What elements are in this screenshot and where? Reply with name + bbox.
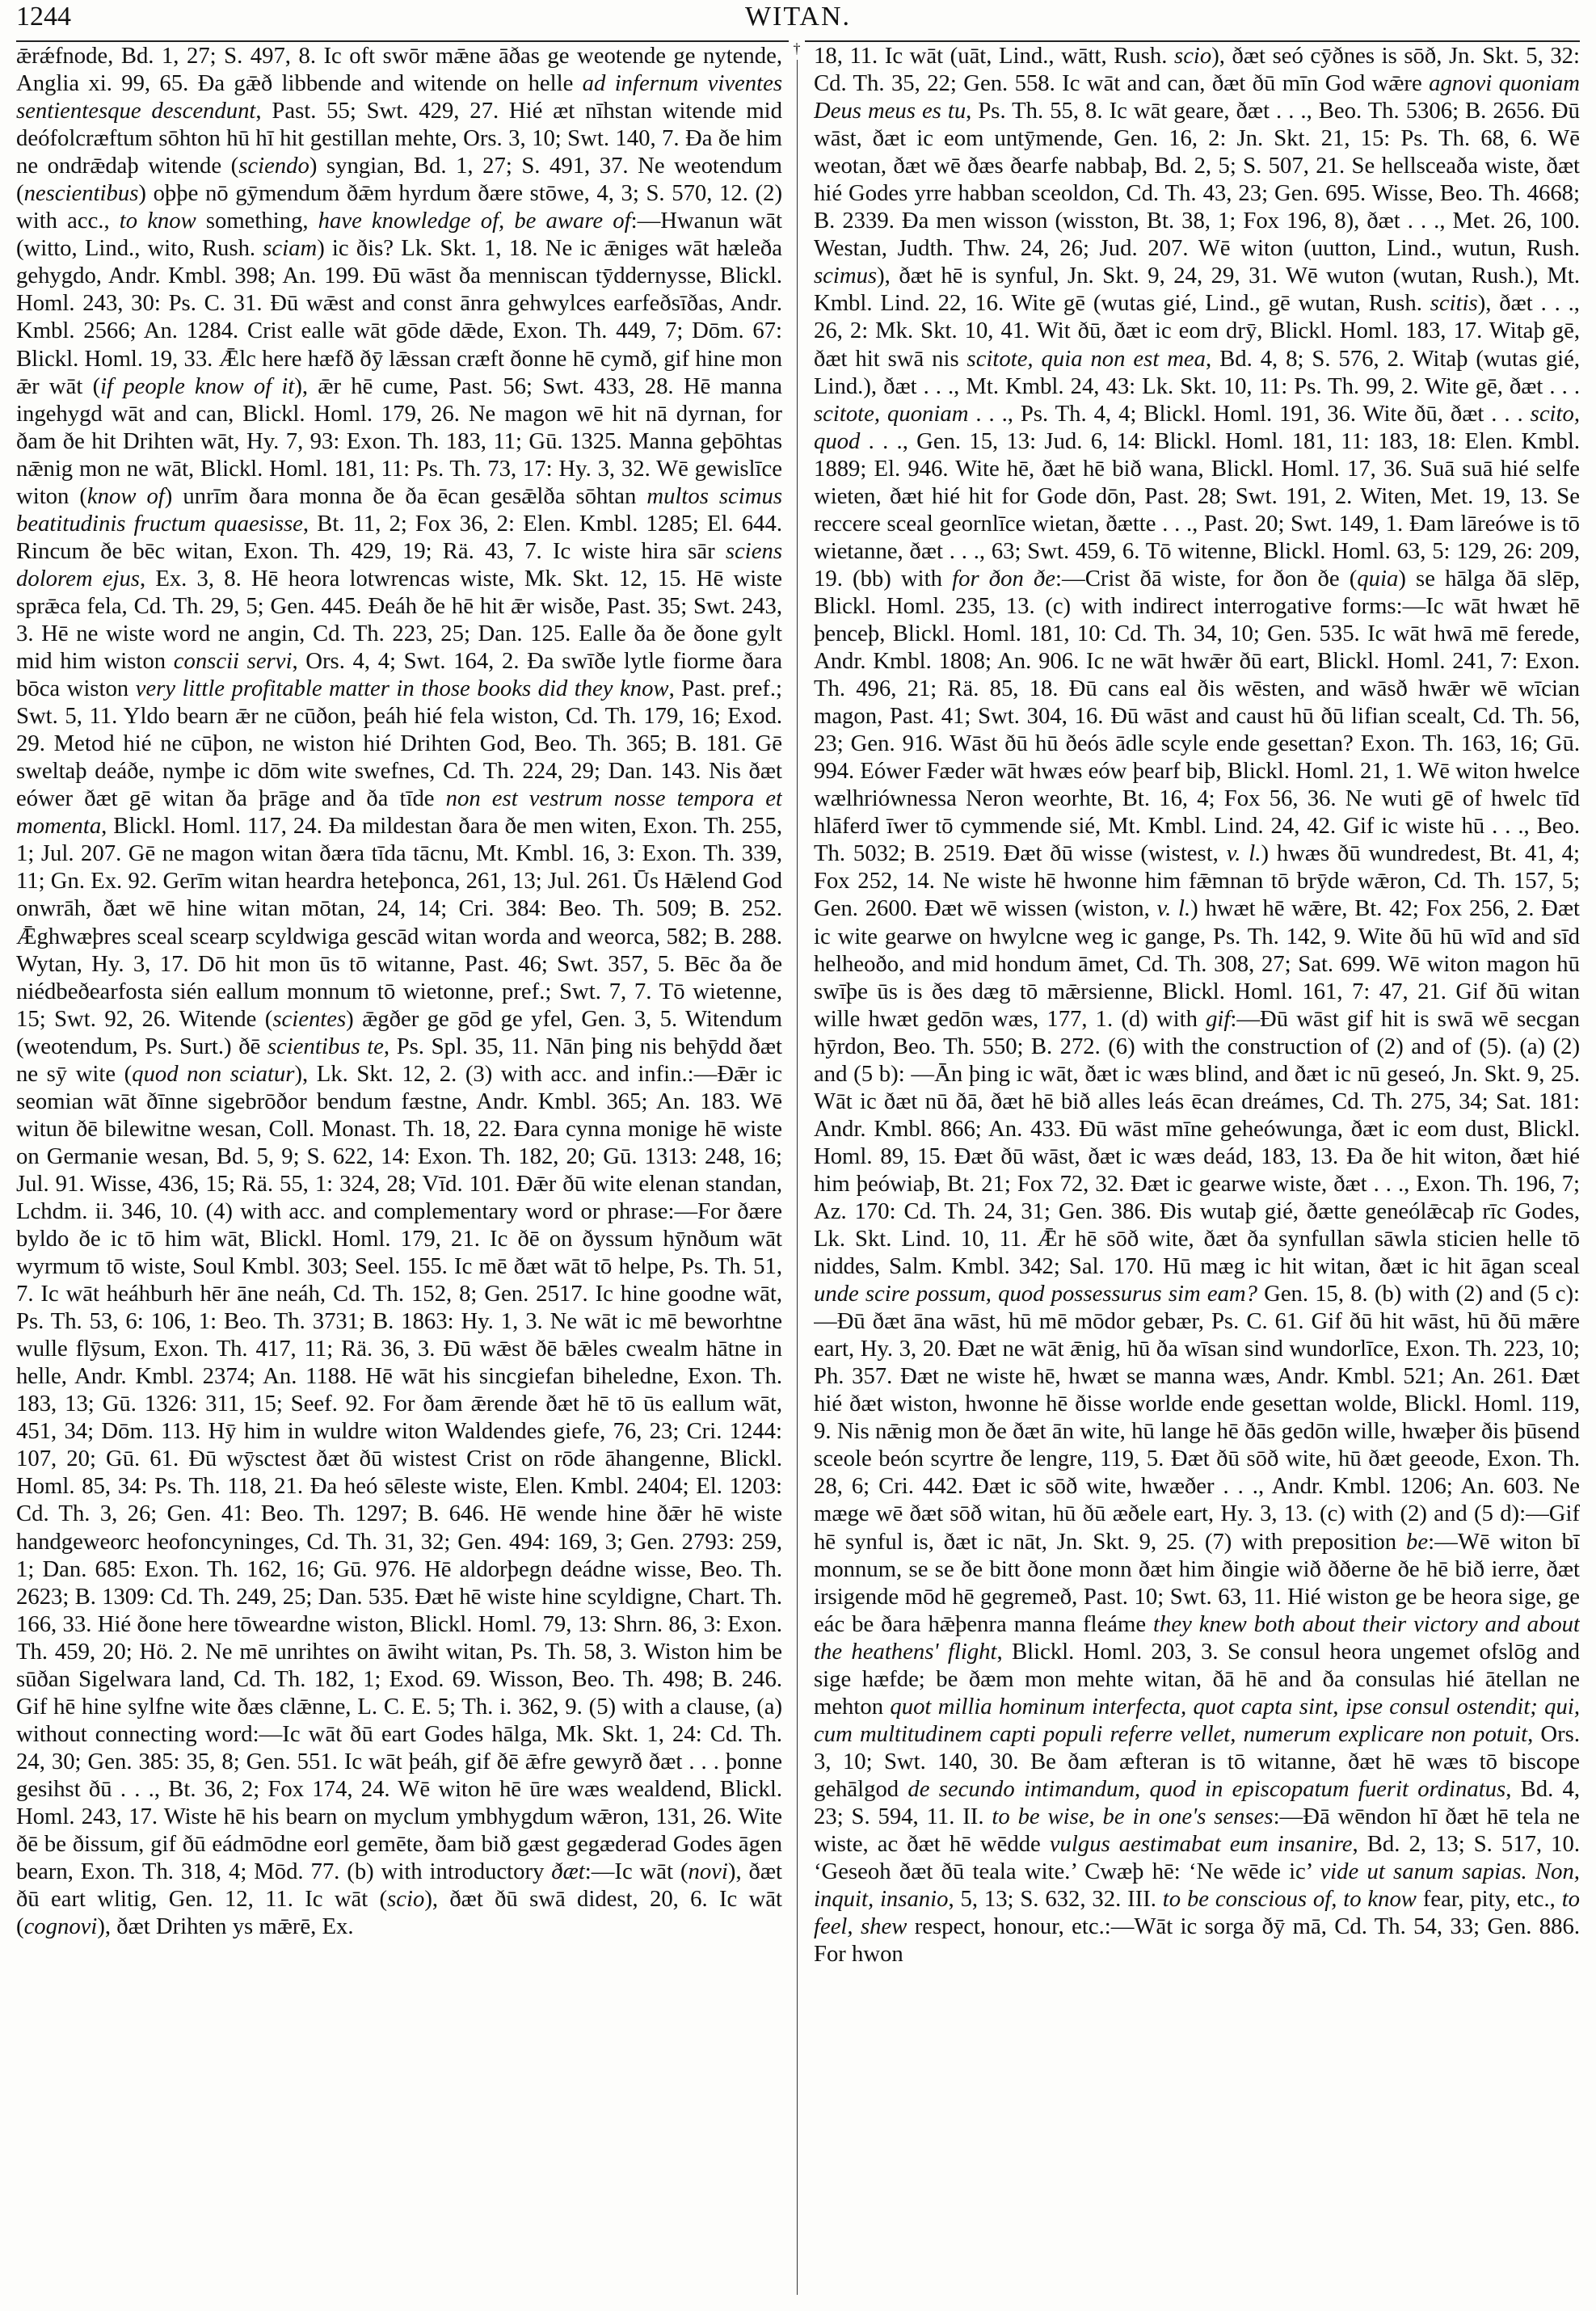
page-header	[16, 0, 1580, 39]
right-column	[814, 42, 1580, 2296]
left-column	[16, 42, 782, 2296]
column-divider	[797, 40, 798, 2295]
running-head: WITAN.	[744, 2, 852, 32]
page-number: 1244	[16, 2, 71, 32]
entry-text: 18, 11. Ic wāt (uāt, Lind., wātt, Rush. scio), ðæt seó cȳðnes is sōð, Jn. Skt. 5, 32: Cd. Th. 35, 22; Gen. 558. Ic wāt and can, ðæt ðū mīn God wǣre agnovi quoniam Deus meus es tu, Ps. Th. 55, 8. Ic wāt geare, ðæt . . ., Beo. Th. 5306; B. 2656. Ðū wāst, ðæt ic eom untȳmende, Gen. 16, 2: Jn. Skt. 21, 15: Ps. Th. 68, 6. Wē weotan, ðæt wē ðæs ðearfe nabbaþ, Bd. 2, 5; S. 507, 21. Se hellsceaða wiste, ðæt hié Godes yrre habban sceoldon, Cd. Th. 43, 23; Gen. 695. Wisse, Beo. Th. 4668; B. 2339. Ða men wisson (wisston, Bt. 38, 1; Fox 196, 8), ðæt . . ., Met. 26, 100. Westan, Judth. Thw. 24, 26; Jud. 207. Wē witon (uutton, Lind., wutun, Rush. scimus), ðæt hē is synful, Jn. Skt. 9, 24, 29, 31. Wē wuton (wutan, Rush.), Mt. Kmbl. Lind. 22, 16. Wite gē (wutas gié, Lind., gē wutan, Rush. scitis), ðæt . . ., 26, 2: Mk. Skt. 10, 41. Wit ðū, ðæt ic eom drȳ, Blickl. Homl. 183, 17. Witaþ gē, ðæt hit swā nis scitote, quia non est mea, Bd. 4, 8; S. 576, 2. Witaþ (wutas gié, Lind.), ðæt . . ., Mt. Kmbl. 24, 43: Lk. Skt. 10, 11: Ps. Th. 99, 2. Wite gē, ðæt . . . scitote, quoniam . . ., Ps. Th. 4, 4; Blickl. Homl. 191, 36. Wite ðū, ðæt . . . scito, quod . . ., Gen. 15, 13: Jud. 6, 14: Blickl. Homl. 181, 11: 183, 18: Elen. Kmbl. 1889; El. 946. Wite hē, ðæt hē bið wana, Blickl. Homl. 17, 36. Suā suā hié selfe wieten, ðæt hié hit for Gode dōn, Past. 28; Swt. 191, 2. Witen, Met. 19, 13. Se reccere sceal geornlīce wietan, ðætte . . ., Past. 20; Swt. 149, 1. Ðam lāreówe is tō wietanne, ðæt . . ., 63; Swt. 459, 6. Tō witenne, Blickl. Homl. 63, 5: 129, 26: 209, 19. (bb) with for ðon ðe:—Crist ðā wiste, for ðon ðe (quia) se hālga ðā slēp, Blickl. Homl. 235, 13. (c) with indirect interrogative forms:—Ic wāt hwæt hē þenceþ, Blickl. Homl. 181, 10: Cd. Th. 34, 10; Gen. 535. Ic wāt hwā mē ferede, Andr. Kmbl. 1808; An. 906. Ic ne wāt hwǣr ðū eart, Blickl. Homl. 241, 7: Exon. Th. 496, 21; Rä. 85, 18. Ðū cans eal ðis wēsten, and wāsð hwǣr wē wīcian magon, Past. 41; Swt. 304, 16. Ðū wāst and caust hū ðū lifian scealt, Cd. Th. 56, 23; Gen. 916. Wāst ðū hū ðeós ādle scyle ende gesettan? Exon. Th. 163, 16; Gū. 994. Eówer Fæder wāt hwæs eów þearf biþ, Blickl. Homl. 21, 1. Wē witon hwelce wælhriównessa Neron weorhte, Bt. 16, 4; Fox 56, 36. Ne wuti gē of hwelc tīd hlāferd īwer tō cymmende sié, Mt. Kmbl. Lind. 24, 42. Gif ic wiste hū . . ., Beo. Th. 5032; B. 2519. Ðæt ðū wisse (wistest, v. l.) hwæs ðū wundredest, Bt. 41, 4; Fox 252, 14. Ne wiste hē hwonne him fǣmnan tō brȳde wǣron, Cd. Th. 157, 5; Gen. 2600. Ðæt wē wissen (wiston, v. l.) hwæt hē wǣre, Bt. 42; Fox 256, 2. Ðæt ic wite gearwe on hwylcne weg ic gange, Ps. Th. 142, 9. Wite ðū hū wīd and sīd helheoðo, and mid hondum āmet, Cd. Th. 308, 27; Sat. 699. Wē witon magon hū swīþe ūs is ðes dæg tō mǣrsienne, Blickl. Homl. 161, 7: 47, 21. Gif ðū witan wille hwæt gedōn wæs, 177, 1. (d) with gif:—Ðū wāst gif hit is swā wē secgan hȳrdon, Beo. Th. 550; B. 272. (6) with the construction of (2) and of (5). (a) (2) and (5 b): —Ān þing ic wāt, ðæt ic wæs blind, and ðæt ic nū geseó, Jn. Skt. 9, 25. Wāt ic ðæt nū ðā, ðæt hē bið alles leás ēcan dreámes, Cd. Th. 275, 34; Sat. 181: Andr. Kmbl. 866; An. 433. Ðū wāst mīne geheówunga, ðæt ic eom dust, Blickl. Homl. 89, 15. Ðæt ðū wāst, ðæt ic wæs deád, 183, 13. Ða ðe hit witon, ðæt hié him þeówiaþ, Bt. 21; Fox 72, 32. Ðæt ic gearwe wiste, ðæt . . ., Exon. Th. 196, 7; Az. 170: Cd. Th. 24, 31; Gen. 386. Ðis wutaþ gié, ðætte geneólǣcaþ rīc Godes, Lk. Skt. Lind. 10, 11. Ǣr hē sōð wite, ðæt ða synfullan sāwla sticien helle tō niddes, Salm. Kmbl. 342; Sal. 170. Hū mæg ic hit witan, ðæt ic hit āgan sceal unde scire possum, quod possessurus sim eam? Gen. 15, 8. (b) with (2) and (5 c):—Ðū ðæt āna wāst, hū mē mōdor gebær, Ps. C. 61. Gif ðū hit wāst, hū ðū mǣre eart, Hy. 3, 20. Ðæt ne wāt ǣnig, hū ða wīsan sind wundorlīce, Exon. Th. 223, 10; Ph. 357. Ðæt ne wiste hē, hwæt se manna wæs, Andr. Kmbl. 521; An. 261. Ðæt hié ðæt wiston, hwonne hē ðisse worlde ende gesettan wolde, Blickl. Homl. 119, 9. Nis nǣnig mon ðe ðæt ān wite, hū lange hē ðās gedōn wille, hwæþer ðis þūsend sceole beón scyrtre ðe lengre, 119, 5. Ðæt ðū sōð wite, hū ðæt geeode, Exon. Th. 28, 6; Cri. 442. Ðæt ic sōð wite, hwæðer . . ., Andr. Kmbl. 1206; An. 603. Ne mæge wē ðæt sōð witan, hū ðū æðele eart, Hy. 3, 13. (c) with (2) and (5 d):—Gif hē synful is, ðæt ic nāt, Jn. Skt. 9, 25. (7) with preposition be:—Wē witon bī monnum, se se ðe bitt ðone monn ðæt him ðingie wið ððerne ðe hē bið ierre, ðæt irsigende mōd hē gegremeð, Past. 10; Swt. 63, 11. Hié wiston ge be heora sige, ge eác be ðara hǣþenra manna fleáme they knew both about their victory and about the heathens' flight, Blickl. Homl. 203, 3. Se consul heora ungemet ofslōg and sige hæfde; be ðæm mon mehte witan, ðā hē and ða consulas hié ātellan ne mehton quot millia hominum interfecta, quot capta sint, ipse consul ostendit; qui, cum multitudinem capti populi referre vellet, numerum explicare non potuit, Ors. 3, 10; Swt. 140, 30. Be ðam æfteran is tō witanne, ðæt hē wæs tō biscope gehālgod de secundo intimandum, quod in episcopatum fuerit ordinatus, Bd. 4, 23; S. 594, 11. II. to be wise, be in one's senses:—Ðā wēndon hī ðæt hē tela ne wiste, ac ðæt hē wēdde vulgus aestimabat eum insanire, Bd. 2, 13; S. 517, 10. ‘Geseoh ðæt ðū teala wite.’ Cwæþ hē: ‘Ne wēde ic’ vide ut sanum sapias. Non, inquit, insanio, 5, 13; S. 632, 32. III. to be conscious of, to know fear, pity, etc., to feel, shew respect, honour, etc.:—Wāt ic sorga ðȳ mā, Cd. Th. 54, 33; Gen. 886. For hwon	[814, 43, 1580, 1968]
entry-text: ǣrǽfnode, Bd. 1, 27; S. 497, 8. Ic oft swōr mǣne āðas ge weotende ge nytende, Anglia xi. 99, 65. Ða gǣð libbende and witende on helle ad infernum viventes sentientesque descendunt, Past. 55; Swt. 429, 27. Hié æt nīhstan witende mid deófolcræftum sōhton hū hī hit gestillan mehte, Ors. 3, 10; Swt. 140, 7. Ða ðe him ne ondrǣdaþ witende (sciendo) syngian, Bd. 1, 27; S. 491, 37. Ne weotendum (nescientibus) oþþe nō gȳmendum ðǣm hyrdum ðære stōwe, 4, 3; S. 570, 12. (2) with acc., to know something, have knowledge of, be aware of:—Hwanun wāt (witto, Lind., wito, Rush. sciam) ic ðis? Lk. Skt. 1, 18. Ne ic ǣniges wāt hæleða gehygdo, Andr. Kmbl. 398; An. 199. Ðū wāst ða menniscan tȳddernysse, Blickl. Homl. 243, 30: Ps. C. 31. Ðū wǣst and const ānra gehwylces earfeðsīðas, Andr. Kmbl. 2566; An. 1284. Crist ealle wāt gōde dǣde, Exon. Th. 449, 7; Dōm. 67: Blickl. Homl. 19, 33. Ǣlc here hæfð ðȳ lǣssan cræft ðonne hē cymð, gif hine mon ǣr wāt (if people know of it), ǣr hē cume, Past. 56; Swt. 433, 28. Hē manna ingehygd wāt and can, Blickl. Homl. 179, 26. Ne magon wē hit nā dyrnan, for ðam ðe hit Drihten wāt, Hy. 7, 93: Exon. Th. 183, 11; Gū. 1325. Manna geþōhtas nǣnig mon ne wāt, Blickl. Homl. 181, 11: Ps. Th. 73, 17: Hy. 3, 32. Wē gewislīce witon (know of) unrīm ðara monna ðe ða ēcan gesǣlða sōhtan multos scimus beatitudinis fructum quaesisse, Bt. 11, 2; Fox 36, 2: Elen. Kmbl. 1285; El. 644. Rincum ðe bēc witan, Exon. Th. 429, 19; Rä. 43, 7. Ic wiste hira sār sciens dolorem ejus, Ex. 3, 8. Hē heora lotwrencas wiste, Mk. Skt. 12, 15. Hē wiste sprǣca fela, Cd. Th. 29, 5; Gen. 445. Ðeáh ðe hē hit ǣr wisðe, Past. 35; Swt. 243, 3. Hē ne wiste word ne angin, Cd. Th. 223, 25; Dan. 125. Ealle ða ðe ðone gylt mid him wiston conscii servi, Ors. 4, 4; Swt. 164, 2. Ða swīðe lytle fiorme ðara bōca wiston very little profitable matter in those books did they know, Past. pref.; Swt. 5, 11. Yldo bearn ǣr ne cūðon, þeáh hié fela wiston, Cd. Th. 179, 16; Exod. 29. Metod hié ne cūþon, ne wiston hié Drihten God, Beo. Th. 365; B. 181. Gē sweltaþ deáðe, nymþe ic dōm wite swefnes, Cd. Th. 224, 29; Dan. 143. Nis ðæt eówer ðæt gē witan ða þrāge and ða tīde non est vestrum nosse tempora et momenta, Blickl. Homl. 117, 24. Ða mildestan ðara ðe men witen, Exon. Th. 255, 1; Jul. 207. Gē ne magon witan ðæra tīda tācnu, Mt. Kmbl. 16, 3: Exon. Th. 339, 11; Gn. Ex. 92. Gerīm witan heardra heteþonca, 261, 13; Jul. 261. Ūs Hǣlend God onwrāh, ðæt wē hine witan mōtan, 24, 14; Cri. 384: Beo. Th. 509; B. 252. Ǣghwæþres sceal scearp scyldwiga gescād witan worda and weorca, 582; B. 288. Wytan, Hy. 3, 17. Dō hit mon ūs tō witanne, Past. 46; Swt. 357, 5. Bēc ða ðe niédbeðearfosta sién eallum monnum tō wietonne, pref.; Swt. 7, 7. Tō wietenne, 15; Swt. 92, 26. Witende (scientes) ǣgðer ge gōd ge yfel, Gen. 3, 5. Witendum (weotendum, Ps. Surt.) ðē scientibus te, Ps. Spl. 35, 11. Nān þing nis behȳdd ðæt ne sȳ wite (quod non sciatur), Lk. Skt. 12, 2. (3) with acc. and infin.:—Ðǣr ic seomian wāt ðīnne sigebrōðor bendum fæstne, Andr. Kmbl. 365; An. 183. Wē witun ðē bilewitne wesan, Coll. Monast. Th. 18, 22. Ðara cynna monige hē wiste on Germanie wesan, Bd. 5, 9; S. 622, 14: Exon. Th. 182, 20; Gū. 1313: 248, 16; Jul. 91. Wisse, 436, 15; Rä. 55, 1: 324, 28; Vīd. 101. Ðǣr ðū wite elenan standan, Lchdm. ii. 346, 10. (4) with acc. and complementary word or phrase:—For ðære byldo ðe ic tō him wāt, Blickl. Homl. 179, 21. Ic ðē on ðyssum hȳnðum wāt wyrmum tō wiste, Soul Kmbl. 303; Seel. 155. Ic mē ðæt wāt tō helpe, Ps. Th. 51, 7. Ic wāt heáhburh hēr āne neáh, Cd. Th. 152, 8; Gen. 2517. Ic hine goodne wāt, Ps. Th. 53, 6: 106, 1: Beo. Th. 3731; B. 1863: Hy. 1, 3. Ne wāt ic mē beworhtne wulle flȳsum, Exon. Th. 417, 11; Rä. 36, 3. Ðū wǣst ðē bǣles cwealm hātne in helle, Andr. Kmbl. 2374; An. 1188. Hē wāt his sincgiefan biheledne, Exon. Th. 183, 13; Gū. 1326: 311, 15; Seef. 92. For ðam ǣrende ðæt hē tō ūs eallum wāt, 451, 34; Dōm. 113. Hȳ him in wuldre witon Waldendes giefe, 76, 23; Cri. 1244: 107, 20; Gū. 61. Ðū wȳsctest ðæt ðū wistest Crist on rōde āhangenne, Blickl. Homl. 85, 34: Ps. Th. 118, 21. Ða heó sēleste wiste, Elen. Kmbl. 2404; El. 1203: Cd. Th. 3, 26; Gen. 41: Beo. Th. 1297; B. 646. Hē wende hine ðǣr hē wiste handgeweorc heofoncyninges, Cd. Th. 31, 32; Gen. 494: 169, 3; Gen. 2793: 259, 1; Dan. 685: Exon. Th. 162, 16; Gū. 976. Hē aldorþegn deádne wisse, Beo. Th. 2623; B. 1309: Cd. Th. 249, 25; Dan. 535. Ðæt hē wiste hine scyldigne, Chart. Th. 166, 33. Hié ðone here tōweardne wiston, Blickl. Homl. 79, 13: Shrn. 86, 3: Exon. Th. 459, 20; Hö. 2. Ne mē unrihtes on āwiht witan, Ps. Th. 58, 3. Wiston him be sūðan Sigelwara land, Cd. Th. 182, 1; Exod. 69. Wisson, Beo. Th. 498; B. 246. Gif hē hine sylfne wite ðæs clǣnne, L. C. E. 5; Th. i. 362, 9. (5) with a clause, (a) without connecting word:—Ic wāt ðū eart Godes hālga, Mk. Skt. 1, 24: Cd. Th. 24, 30; Gen. 385: 35, 8; Gen. 551. Ic wāt þeáh, gif ðē ǣfre gewyrð ðæt . . . þonne gesihst ðū . . ., Bt. 36, 2; Fox 174, 24. Wē witon hē ūre wæs wealdend, Blickl. Homl. 243, 17. Wiste hē his bearn on myclum ymbhygdum wǣron, 131, 26. Wite ðē be ðissum, gif ðū eádmōdne eorl gemēte, ðam bið gæst gegæderad Godes āgen bearn, Exon. Th. 318, 4; Mōd. 77. (b) with introductory ðæt:—Ic wāt (novi), ðæt ðū eart wlitig, Gen. 12, 11. Ic wāt (scio), ðæt ðū swā didest, 20, 6. Ic wāt (cognovi), ðæt Drihten ys mǣrē, Ex.	[16, 43, 782, 1940]
dagger-ornament: †	[789, 40, 805, 60]
